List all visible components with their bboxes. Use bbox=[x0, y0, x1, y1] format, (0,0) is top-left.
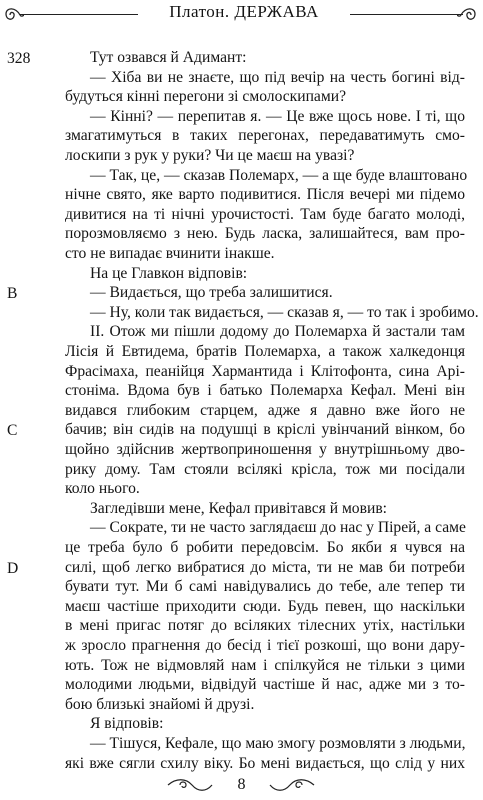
text-line: ють. Тож не відмовляй нам і спілкуйся не тільки з цими bbox=[65, 656, 465, 674]
running-title: Платон. ДЕРЖАВА bbox=[169, 2, 319, 21]
text-line: порозмовляємо з нею. Будь ласка, залишайтеся, вам про- bbox=[65, 225, 465, 243]
text-line: — Кінні? — перепитав я. — Це вже щось нове. І ті, що bbox=[90, 107, 465, 125]
text-line: — Так, це, — сказав Полемарх, — а ще буде влаштовано bbox=[90, 166, 468, 184]
running-header bbox=[0, 0, 483, 34]
text-line: щойно здійснив жертвоприношення у внутрішньому дво- bbox=[65, 441, 465, 458]
text-line: видався глибоким старцем, адже я давно вже його не bbox=[65, 401, 465, 419]
text-line: в мені пригас потяг до всіляких тілесних утіх, настільки bbox=[65, 617, 465, 635]
header-right-ornament-icon bbox=[457, 3, 479, 27]
header-left-ornament-icon bbox=[2, 3, 24, 27]
text-line: стоніма. Вдома був і батько Полемарха Кефал. Мені він bbox=[65, 382, 465, 400]
stephanus-marker-d: D bbox=[7, 559, 19, 577]
text-line: нічне свято, яке варто подивитися. Після вечері ми підемо bbox=[65, 186, 465, 204]
text-line: маєш частіше приходити сюди. Будь певен, що наскільки bbox=[65, 597, 465, 615]
text-line: сто не випадає вчинити інакше. bbox=[65, 245, 275, 262]
text-line: — Хіба ви не знаєте, що під вечір на честь богині від- bbox=[90, 68, 465, 86]
page-number: 8 bbox=[237, 776, 246, 793]
text-line: — Сократе, ти не часто заглядаєш до нас у Пірей, а саме bbox=[90, 519, 466, 537]
header-rule-right bbox=[350, 14, 463, 15]
text-line: ж зросло прагнення до бесід і тієї розкоші, що вони дару- bbox=[65, 637, 465, 654]
text-line: дивитися на ті нічні урочистості. Там буде багато молоді, bbox=[65, 205, 465, 223]
stephanus-page-number: 328 bbox=[7, 50, 31, 67]
text-line: — Видається, що треба залишитися. bbox=[90, 284, 333, 302]
text-line: бою близькі знайомі й друзі. bbox=[65, 695, 255, 713]
text-line: бувати тут. Ми б самі навідувались до тебе, але тепер ти bbox=[65, 578, 465, 596]
text-line: На це Главкон відповів: bbox=[90, 264, 248, 282]
text-line: — Ну, коли так видається, — сказав я, — то так і зробимо. bbox=[90, 303, 479, 321]
text-line: які вже сягли схилу віку. Бо мені видається, що слід у них bbox=[65, 754, 465, 772]
text-line: рику дому. Там стояли всілякі крісла, тож ми посідали bbox=[65, 460, 465, 478]
text-line: Я відповів: bbox=[90, 715, 164, 733]
text-line: бачив; він сидів на подушці в кріслі увінчаний вінком, бо bbox=[65, 421, 465, 439]
text-line: коло нього. bbox=[65, 480, 140, 498]
text-line: це треба було б робити передовсім. Бо якби я чувся на bbox=[65, 539, 465, 556]
text-line: II. Отож ми пішли додому до Полемарха й застали там bbox=[90, 323, 465, 341]
text-line: молодими людьми, відвідуй частіше й нас, адже ми з то- bbox=[65, 676, 465, 694]
stephanus-marker-c: C bbox=[7, 422, 18, 440]
text-line: Фрасімаха, пеанійця Хармантида і Клітофонта, сина Арі- bbox=[65, 362, 465, 380]
text-line: Лісія й Евтидема, братів Полемарха, а також халкедонця bbox=[65, 343, 465, 360]
text-line: — Тішуся, Кефале, що маю змогу розмовляти з людьми, bbox=[90, 735, 466, 752]
header-rule-left bbox=[20, 14, 138, 15]
text-line: Загледівши мене, Кефал привітався й мовив: bbox=[90, 499, 388, 517]
text-line: силі, щоб легко вибратися до міста, ти не мав би потреби bbox=[65, 558, 465, 576]
footer-right-ornament-icon bbox=[268, 776, 316, 794]
text-line: будуться кінні перегони зі смолоскипами? bbox=[65, 88, 346, 106]
text-line: Тут озвався й Адимант: bbox=[90, 49, 247, 66]
stephanus-marker-b: B bbox=[7, 285, 18, 303]
text-line: лоскипи з рук у руки? Чи це маєш на увазі? bbox=[65, 147, 355, 164]
text-line: змагатимуться в таких перегонах, передаватимуть смо- bbox=[65, 127, 465, 145]
